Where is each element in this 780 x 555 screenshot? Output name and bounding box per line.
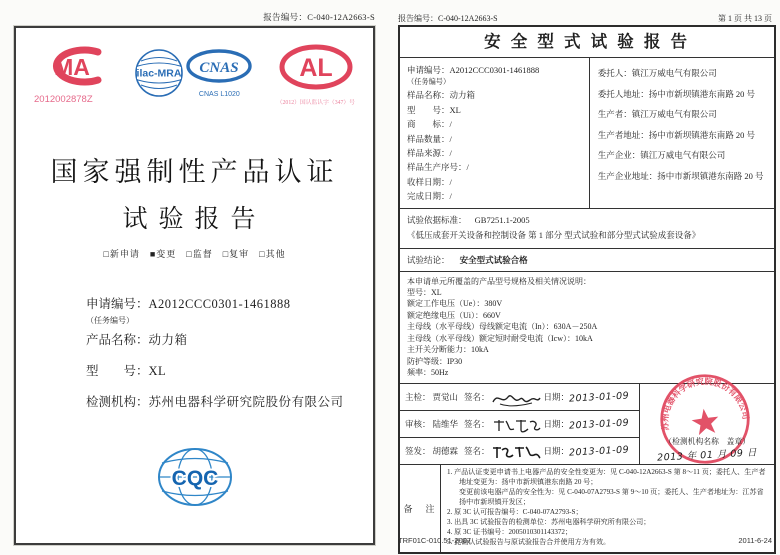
standard-label: 试验依据标准： [407,214,467,225]
task-number-note: （任务编号） [86,316,134,325]
application-number-field: 申请编号：A2012CCC0301-1461888 [86,297,291,311]
signature-scribble-icon [490,444,542,462]
application-type-checkboxes: □新申请 ■变更 □监督 □复审 □其他 [103,249,286,259]
ilac-cnas-logos [134,48,252,98]
cover-fields [86,294,373,410]
svg-text:苏州电器科学研究院股份有限公司: 苏州电器科学研究院股份有限公司 [660,377,751,432]
cqc-logo-icon [156,446,234,508]
cma-number: 2012002878Z [34,94,93,105]
notes-body: 1. 产品认证变更申请书上电器产品的安全性变更为：见 C-040-12A2663-S 第 8～11 页；委托人、生产者地址变更为：扬中市新坝镇港东南路 20 号； 变更前该电器产品的安全性为：见 C-040-07A2793-S 第 9～10 页；委托人、生产者地址为：江苏省扬中市新坝镇开发区； 2. 原 3C 认可报告编号：C-040-07A2793-S； 3. 出具 3C 试验报告的检测单位：苏州电器科学研究所有限公司； 4. 原 3C 证书编号：2005010301143372； 5. 此确认试验报告与原试验报告合并使用方为有效。 [447,468,766,546]
sample-info-left: 申请编号：A2012CCC0301-1461888 （任务编号） 样品名称：动力箱 型 号：XL 商 标：/ 样品数量：/ 样品来源：/ 样品生产序号：/ 收样日期：/ 完成日期：/ [400,58,590,208]
right-page-header [398,13,772,24]
handwritten-date: 2013-01-09 [568,444,630,459]
report-title: 安 全 型 式 试 验 报 告 [484,32,690,51]
signature-rows [400,384,640,464]
page-indicator: 第 1 页 共 13 页 [718,14,772,23]
standard-row [400,208,774,248]
client-info-right: 委托人：镇江万威电气有限公司 委托人地址：扬中市新坝镇港东南路 20 号 生产者：镇江万威电气有限公司 生产者地址：扬中市新坝镇港东南路 20 号 生产企业：镇江万威电气有限公司 生产企业地址：扬中市新坝镇港东南路 20 号 [597,68,764,181]
ilac-mra-logo-icon [134,48,184,98]
left-page-cover [14,26,375,545]
cqc-logo [16,446,373,513]
model-field: 型 号：XL [86,364,167,378]
signature-scribble-icon [490,417,542,435]
left-report-number: 报告编号：C-040-12A2663-S [263,12,375,22]
specs-row: 本申请单元所覆盖的产品型号规格及相关情况说明： 型号：XL 额定工作电压（Ue）：380V 额定绝缘电压（Ui）：660V 主母线（水平母线）母线额定电流（In）：630A－250A 主母线（水平母线）额定短时耐受电流（Icw）：10kA 主开关分断能力：10kA 防护等级：IP30 频率：50Hz [400,271,774,384]
footer-date: 2011-6-24 [738,536,772,545]
al-approval-number: （2012）国认监认字（347）号 [276,100,355,106]
handwritten-date: 2013-01-09 [568,390,630,405]
conclusion-value: 安全型式试验合格 [459,254,528,265]
cnas-lab-number: CNAS L1020 [198,90,240,98]
stamp-cell [640,377,774,464]
chief-inspector-row: 主检： 贾觉山 签名： 日期： 2013-01-09 [400,384,639,411]
testing-agency-field: 检测机构：苏州电器科学研究院股份有限公司 [86,395,344,409]
signature-area [400,377,774,464]
svg-text:CNAS: CNAS [199,59,239,76]
right-page-footer [398,536,772,545]
cnas-logo-icon [186,49,252,85]
stamp-caption: （检测机构名称 盖章） [664,437,751,447]
approver-row: 签发： 胡德霖 签名： 日期： 2013-01-09 [400,438,639,464]
specs-title: 本申请单元所覆盖的产品型号规格及相关情况说明： [407,276,591,286]
svg-text:AL: AL [299,54,333,82]
svg-text:ilac-MRA: ilac-MRA [136,67,182,80]
certification-logos [34,44,355,106]
signature-scribble-icon [490,390,542,408]
sample-info-row [400,57,774,208]
stamp-date: 2013 年 01 月 09 日 [657,447,758,464]
cover-title-line1: 国家强制性产品认证 [50,157,339,187]
standard-value: GB7251.1-2005 [474,214,530,225]
al-logo [277,44,355,106]
conclusion-label: 试验结论： [407,254,450,265]
cover-title-line2: 试验报告 [122,206,267,233]
handwritten-date: 2013-01-09 [568,417,630,432]
form-code: TRF01C-010.51-2007 [398,536,471,545]
cma-logo-icon [34,44,110,88]
standard-scope: 《低压成套开关设备和控制设备 第 1 部分 型式试验和部分型式试验成套设备》 [407,229,701,240]
reviewer-row: 审核： 陆维华 签名： 日期： 2013-01-09 [400,411,639,438]
notes-label: 备 注 [400,465,441,551]
svg-text:MA: MA [54,54,90,80]
test-report-table [398,25,776,554]
svg-text:CQC: CQC [171,467,218,490]
conclusion-row [400,248,774,271]
right-report-number: 报告编号：C-040-12A2663-S [398,14,498,23]
product-name-field: 产品名称：动力箱 [86,333,188,347]
cma-logo [34,44,110,105]
al-logo-icon [278,44,354,90]
